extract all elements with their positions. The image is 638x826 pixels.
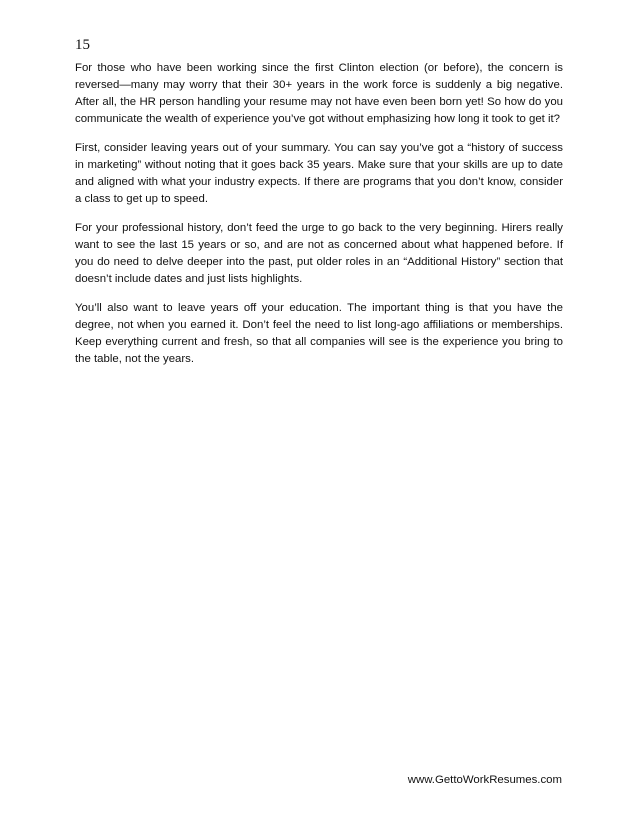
footer-website-url: www.GettoWorkResumes.com xyxy=(407,774,562,786)
paragraph-clinton-election: For those who have been working since the first Clinton election (or before), the concern is reversed—many may worry that their 30+ years in the work force is suddenly a big negative. After all, the HR person handling your resume may not have even been born yet! So how do you communicate the wealth of experience you’ve got without emphasizing how long it took to get it? xyxy=(75,62,563,125)
paragraph-education-years: You’ll also want to leave years off your education. The important thing is that you have the degree, not when you earned it. Don’t feel the need to list long-ago affiliations or memberships. Keep everything current and fresh, so that all companies will see is the experience you bring to the table, not the years. xyxy=(75,302,563,365)
body-text xyxy=(75,60,563,380)
paragraph-summary-years: First, consider leaving years out of your summary. You can say you’ve got a “history of success in marketing” without noting that it goes back 35 years. Make sure that your skills are up to date and aligned with what your industry expects. If there are programs that you don’t know, consider a class to get up to speed. xyxy=(75,142,563,205)
paragraph-professional-history: For your professional history, don’t feed the urge to go back to the very beginning. Hirers really want to see the last 15 years or so, and are not as concerned about what happened before. If you do need to delve deeper into the past, put older roles in an “Additional History” section that doesn’t include dates and just lists highlights. xyxy=(75,222,563,285)
page-number: 15 xyxy=(75,37,90,53)
